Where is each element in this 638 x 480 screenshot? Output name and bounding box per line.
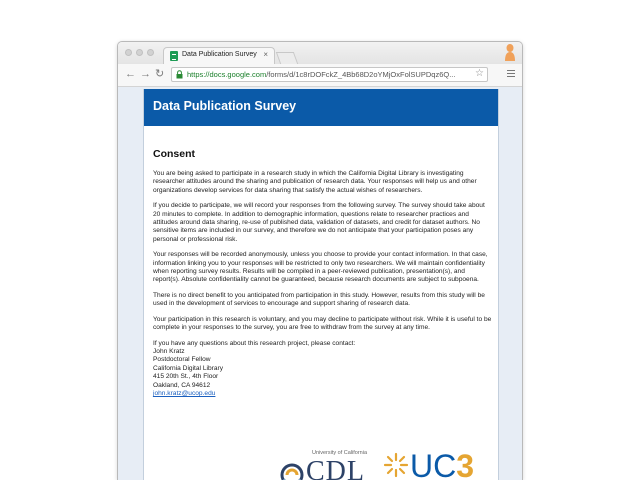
tab-bar xyxy=(118,42,522,64)
uc3-logo: UC3 xyxy=(410,448,475,480)
browser-window xyxy=(117,41,523,480)
paragraph: Your responses will be recorded anonymously, unless you choose to provide your contact information. In that case, information linking you to your responses will be restricted to only two researchers. We will maintain confidentiality when reporting survey results. Results will be compiled in a peer-reviewed publication, presentation(s), and report(s). Absolute confidentiality cannot be guaranteed, because research documents are subject to subpoena. xyxy=(153,251,488,284)
menu-icon[interactable] xyxy=(507,70,515,79)
contact-title: Postdoctoral Fellow xyxy=(153,356,211,364)
url-path: /forms/d/1c8rDOFckZ_4Bb68D2oYMjOxFolSUPDqz6Q... xyxy=(266,70,456,79)
uc-label: University of California xyxy=(312,450,368,456)
section-heading: Consent xyxy=(153,148,195,160)
tab-title: Data Publication Survey xyxy=(182,51,257,58)
contact-org: California Digital Library xyxy=(153,364,223,372)
form-header xyxy=(144,89,498,126)
address-bar[interactable] xyxy=(171,67,488,82)
forward-icon[interactable]: → xyxy=(140,68,151,80)
star-icon[interactable]: ☆ xyxy=(475,68,484,79)
contact-email-link[interactable]: john.kratz@ucop.edu xyxy=(153,389,216,397)
tab-close-icon[interactable]: × xyxy=(263,50,268,59)
zoom-window-button[interactable] xyxy=(147,49,154,56)
contact-intro: If you have any questions about this research project, please contact: xyxy=(153,339,356,347)
browser-toolbar xyxy=(118,64,522,87)
favicon-icon xyxy=(170,51,178,61)
paragraph: If you decide to participate, we will record your responses from the following survey. The survey should take about 20 minutes to complete. In addition to demographic information, questions relate to researcher practices and attitudes around data sharing, re-use of published data, validation of datasets, and credit for dataset authors. No sensitive items are included in our survey, and therefore we do not anticipate that your participation poses any personal or professional risk. xyxy=(153,202,485,243)
cdl-logo: CDL xyxy=(306,456,365,480)
tab-data-publication-survey[interactable] xyxy=(163,47,275,64)
new-tab-button[interactable] xyxy=(276,52,298,64)
contact-name: John Kratz xyxy=(153,347,185,355)
survey-form xyxy=(143,89,499,480)
uc3-sunburst-icon xyxy=(383,452,409,478)
url-text xyxy=(187,70,455,79)
reload-icon[interactable]: ↻ xyxy=(155,68,165,80)
contact-block xyxy=(153,340,493,399)
back-icon[interactable]: ← xyxy=(125,68,136,80)
form-content xyxy=(153,148,493,398)
contact-address-2: Oakland, CA 94612 xyxy=(153,381,211,389)
cdl-logo-mark-icon xyxy=(279,462,305,480)
paragraph: You are being asked to participate in a research study in which the California Digital Library is investigating researcher attitudes around the sharing and publication of research data. Your responses will help us and other organizations develop services for data sharing that satisfy the actual wishes of researchers. xyxy=(153,170,477,194)
paragraph: Your participation in this research is voluntary, and you may decline to participate without risk. While it is useful to be complete in your responses to the survey, you are free to withdraw from the survey at any time. xyxy=(153,315,492,332)
lock-icon xyxy=(176,70,183,79)
url-host: https://docs.google.com xyxy=(187,70,267,79)
contact-address-1: 415 20th St., 4th Floor xyxy=(153,373,219,381)
page-title: Data Publication Survey xyxy=(153,99,297,113)
logos xyxy=(259,446,499,480)
page-viewport xyxy=(118,87,522,480)
paragraph: There is no direct benefit to you anticipated from participation in this study. However, results from this study will be used in the development of services to encourage and support sharing of research data. xyxy=(153,291,485,308)
profile-icon[interactable] xyxy=(504,43,516,62)
close-window-button[interactable] xyxy=(125,49,132,56)
minimize-window-button[interactable] xyxy=(136,49,143,56)
